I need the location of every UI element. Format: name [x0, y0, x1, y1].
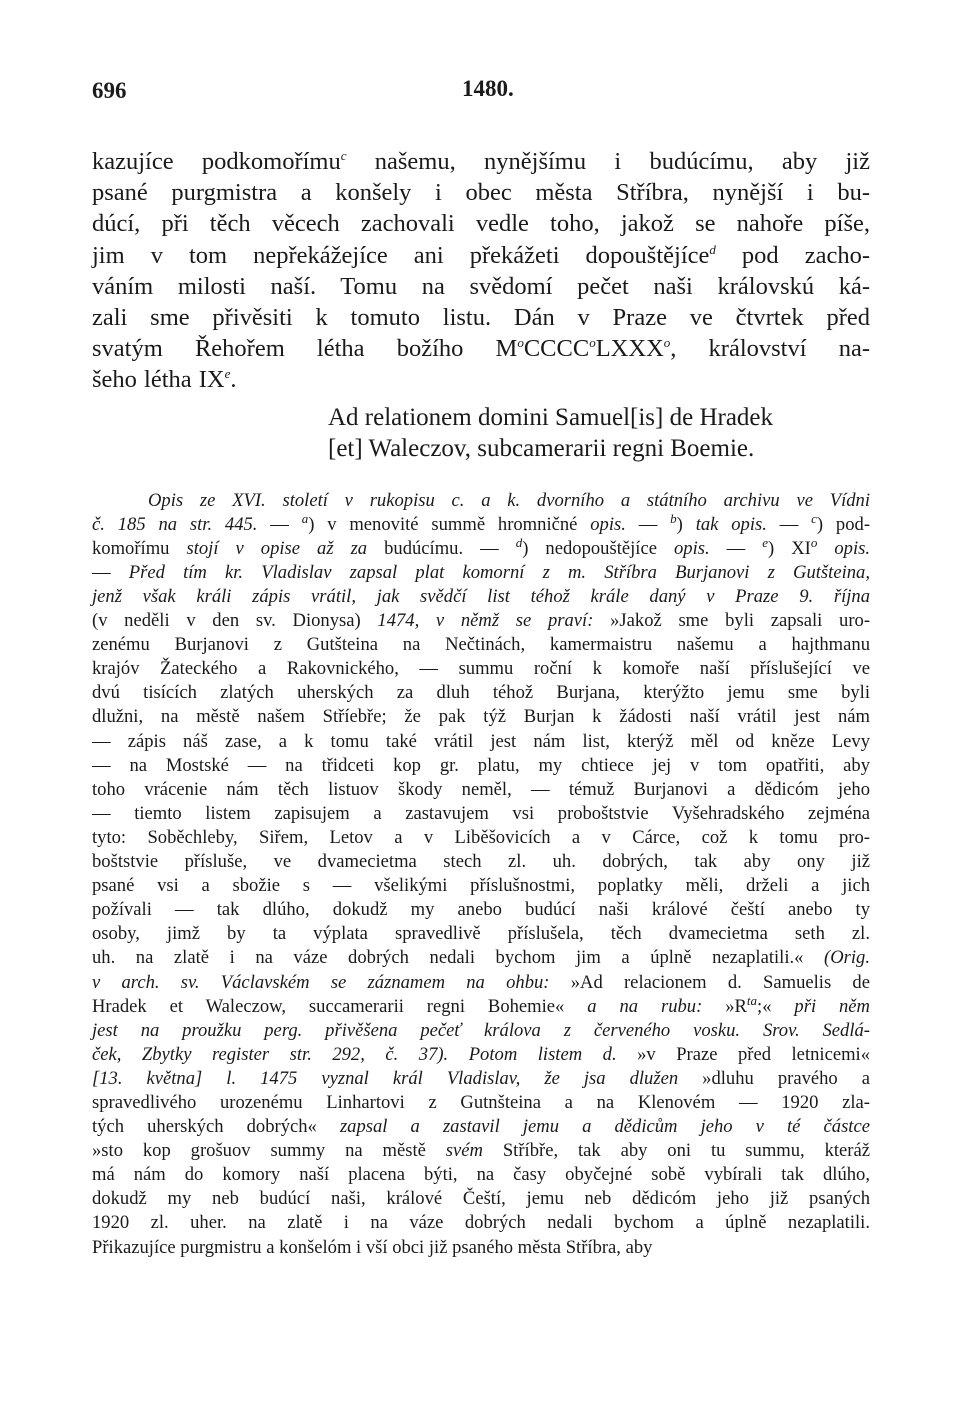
- note-line: jenž však králi zápis vrátil, jak svědčí list téhož krále daný v Praze 9. října: [92, 586, 870, 607]
- book-page: [92, 78, 870, 1260]
- note-line: psané vsi a sbožie s — všelikými příslušnostmi, poplatky měli, drželi a jich: [92, 875, 870, 897]
- note-line: [13. května] l. 1475 vyznal král Vladislav, že jsa dlužen »dluhu pravého a: [92, 1067, 870, 1089]
- note-line: 1920 zl. uher. na zlatě i na váze dobrých nedali bychom a úplně nezaplatili.: [92, 1212, 870, 1234]
- note-line: má nám do komory naší placena býti, na časy obyčejné sobě vybírali tak dlúho,: [92, 1164, 870, 1186]
- note-line: toho vrácenie nám těch listuov škody neměl, — témuž Burjanovi a dědicóm jeho: [92, 778, 870, 800]
- chancery-endorsement: [328, 402, 870, 465]
- note-line: — zápis náš zase, a k tomu také vrátil jest nám list, kterýž měl od kněze Levy: [92, 730, 870, 752]
- note-line: krajóv Žateckého a Rakovnického, — summu roční k komoře naší příslušející ve: [92, 658, 870, 680]
- note-line: č. 185 na str. 445. — $^a$) v menovité summě hromničné opis. — $^b$) tak opis. — $^c$) pod-: [92, 510, 871, 535]
- note-line: komořímu stojí v opise až za budúcímu. — $^d$) nedopouštějíce opis. — $^e$) $XI^o$ opis.: [92, 534, 871, 559]
- charter-text: [92, 146, 870, 396]
- text-line: zali sme přivěsiti k tomuto listu. Dán v Praze ve čtvrtek před: [92, 304, 870, 332]
- note-line: požívali — tak dlúho, dokudž my anebo budúcí naši králové čeští anebo ty: [92, 899, 870, 921]
- text-line: kazujíce podkomořímu$^c$ našemu, nynějšímu i budúcímu, aby již: [92, 147, 870, 175]
- note-line: zenému Burjanovi z Gutšteina na Nečtinách, kamermaistru našemu a hajthmanu: [92, 634, 870, 656]
- text-line: váním milosti naší. Tomu na svědomí pečet naši královskú ká-: [92, 272, 870, 300]
- editorial-notes: [92, 489, 870, 1260]
- note-line: Opis ze XVI. století v rukopisu c. a k. dvorního a státního archivu ve Vídni: [148, 489, 870, 511]
- note-line: »sto kop grošuov summy na městě svém Stříbře, tak aby oni tu summu, kteráž: [92, 1140, 870, 1162]
- endorsement-line: [et] Waleczov, subcamerarii regni Boemie.: [328, 435, 755, 463]
- text-line: šeho létha IXe.: [92, 366, 237, 394]
- note-line: (v neděli v den sv. Dionysa) 1474, v němž se praví: »Jakož sme byli zapsali uro-: [92, 610, 871, 632]
- running-head: [92, 78, 870, 112]
- page-number: 696: [92, 78, 127, 103]
- running-head-year: 1480.: [462, 76, 514, 101]
- note-line: jest na proužku perg. přivěšena pečeť králova z červeného vosku. Srov. Sedlá-: [92, 1019, 870, 1041]
- note-line: dvú tisících zlatých uherských za dluh téhož Burjana, kterýžto jemu sme byli: [92, 682, 870, 704]
- note-line: — na Mostské — na třidceti kop gr. platu, my chtiece jej v tom opatřiti, aby: [92, 754, 870, 776]
- note-line: uh. na zlatě i na váze dobrých nedali bychom jim a úplně nezaplatili.« (Orig.: [92, 947, 870, 969]
- note-line: Přikazujíce purgmistru a konšelóm i vší obci již psaného města Stříbra, aby: [92, 1236, 653, 1258]
- text-line: psané purgmistra a konšely i obec města Stříbra, nynější i bu-: [92, 179, 870, 207]
- note-line: ček, Zbytky register str. 292, č. 37). Potom listem d. »v Praze před letnicemi«: [92, 1043, 870, 1065]
- endorsement-line: Ad relationem domini Samuel[is] de Hradek: [328, 403, 774, 431]
- note-line: — tiemto listem zapisujem a zastavujem vsi proboštstvie Vyšehradského zejména: [92, 802, 870, 824]
- text-line: jim v tom nepřekážejíce ani překážeti dopouštějíce$^d$ pod zacho-: [92, 241, 870, 269]
- note-line: boštstvie přísluše, ve dvamecietma stech zl. uh. dobrých, tak aby ony již: [92, 851, 870, 873]
- text-line: dúcí, při těch věcech zachovali vedle toho, jakož se nahoře píše,: [92, 210, 870, 238]
- note-line: dokudž my neb budúcí naši, králové Čeští, jemu neb dědicóm jeho již psaných: [92, 1188, 870, 1210]
- note-line: dlužni, na městě našem Stříebře; že pak týž Burjan k žádosti naší vrátil jest nám: [92, 706, 870, 728]
- text-line: svatým Řehořem létha božího $M^oCCCC^oLXXX^o$, království na-: [92, 335, 871, 363]
- note-line: v arch. sv. Václavském se záznamem na ohbu: »Ad relacionem d. Samuelis de: [92, 971, 870, 993]
- note-line: Hradek et Waleczow, succamerarii regni Bohemie« a na rubu: $»R^{ta};«$ při něm: [92, 992, 870, 1017]
- note-line: spravedlivého urozenému Linhartovi z Gutnšteina a na Klenovém — 1920 zla-: [92, 1091, 870, 1113]
- note-line: tých uherských dobrých« zapsal a zastavil jemu a dědicům jeho v té částce: [92, 1116, 870, 1138]
- note-line: — Před tím kr. Vladislav zapsal plat komorní z m. Stříbra Burjanovi z Gutšteina,: [92, 561, 870, 583]
- note-line: osoby, jimž by ta výplata spravedlivě příslušela, těch dvamecietma seth zl.: [92, 923, 870, 945]
- note-line: tyto: Soběchleby, Siřem, Letov a v Liběšovicích a v Cárce, což k tomu pro-: [92, 826, 870, 848]
